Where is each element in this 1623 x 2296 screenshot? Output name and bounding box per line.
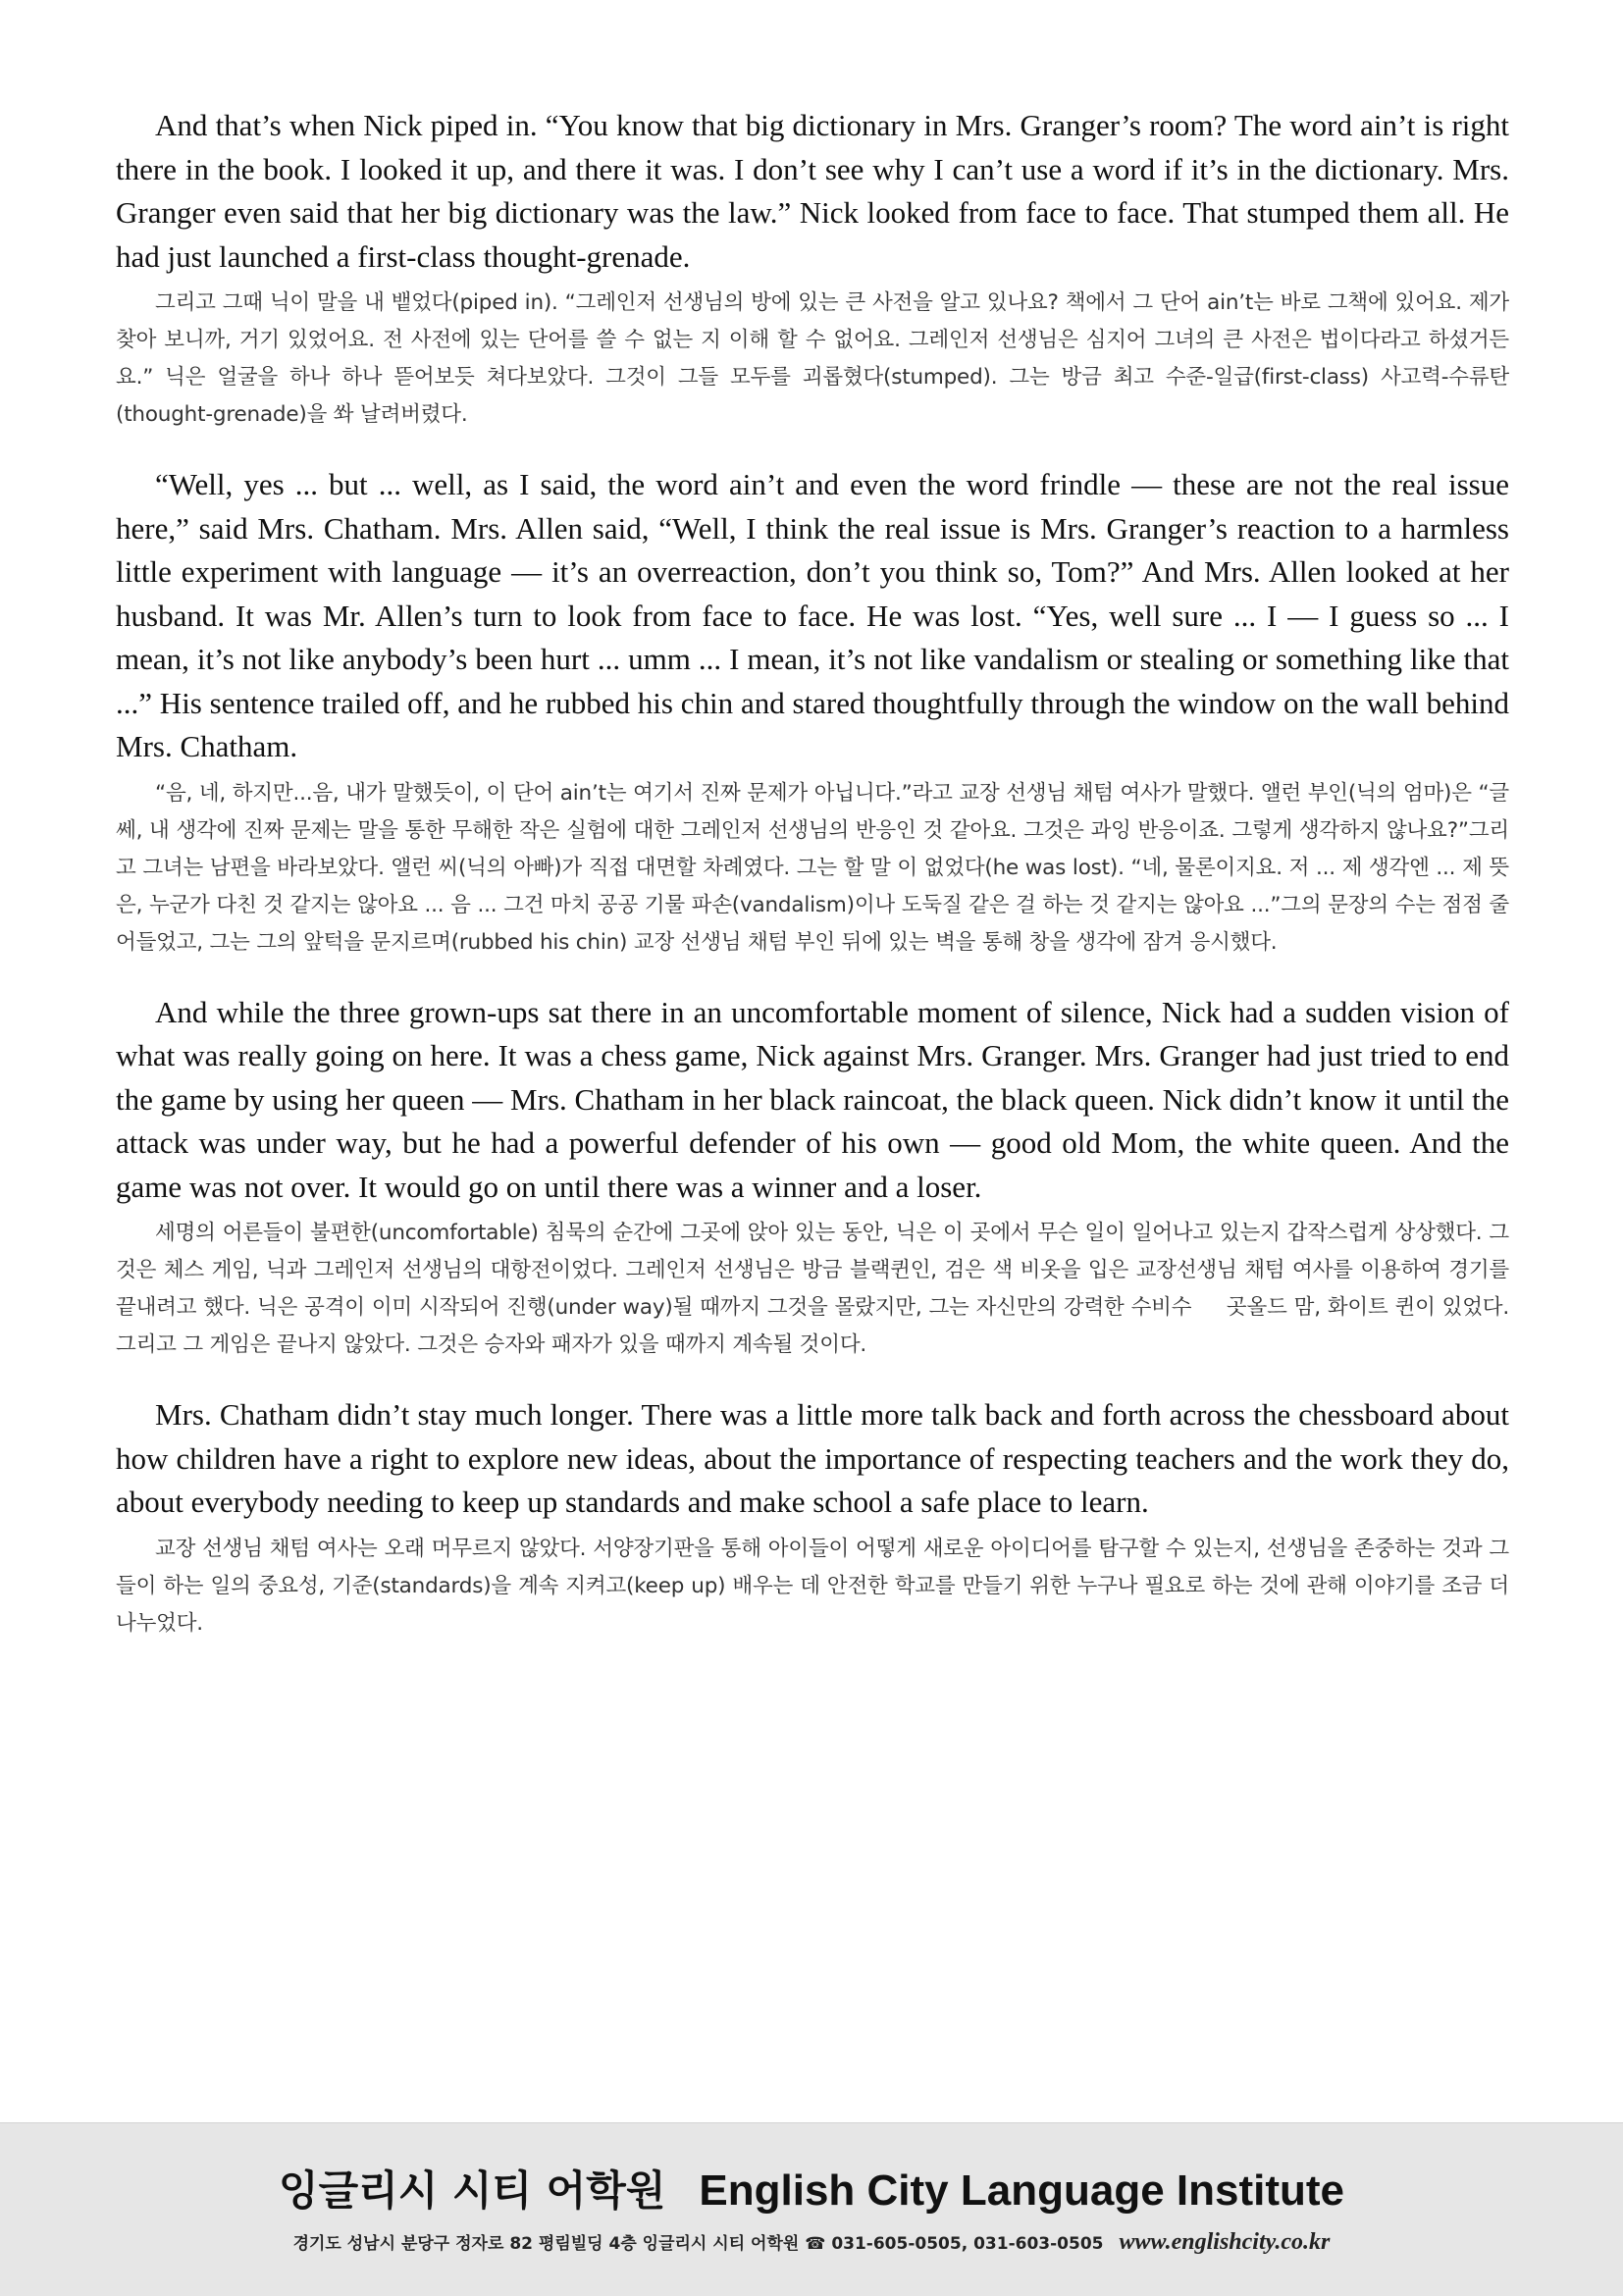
- institute-name: [0, 2159, 1623, 2218]
- korean-translation: 세명의 어른들이 불편한(uncomfortable) 침묵의 순간에 그곳에 앉아 있는 동안, 닉은 이 곳에서 무슨 일이 일어나고 있는지 갑작스럽게 상상했다. 그것은 체스 게임, 닉과 그레인저 선생님의 대항전이었다. 그레인저 선생님은 방금 블랙퀸인, 검은 색 비옷을 입은 교장선생님 채텀 여사를 이용하여 경기를 끝내려고 했다. 닉은 공격이 이미 시작되어 진행(under way)될 때까지 그것을 몰랐지만, 그는 자신만의 강력한 수비수 곳올드 맘, 화이트 퀸이 있었다. 그리고 그 게임은 끝나지 않았다. 그것은 승자와 패자가 있을 때까지 계속될 것이다.: [116, 1221, 1509, 1357]
- paragraph-block: [116, 1393, 1509, 1643]
- paragraph-block: [116, 463, 1509, 962]
- korean-translation: 교장 선생님 채텀 여사는 오래 머무르지 않았다. 서양장기판을 통해 아이들이 어떻게 새로운 아이디어를 탐구할 수 있는지, 선생님을 존중하는 것과 그들이 하는 일의 중요성, 기준(standards)을 계속 지켜고(keep up) 배우는 데 안전한 학교를 만들기 위한 누구나 필요로 하는 것에 관해 이야기를 조금 더 나누었다.: [116, 1536, 1509, 1636]
- institute-korean-name: 잉글리시 시티 어학원: [279, 2166, 666, 2215]
- paragraph-block: [116, 991, 1509, 1365]
- institute-english-name: English City Language Institute: [699, 2166, 1344, 2215]
- english-paragraph: Mrs. Chatham didn’t stay much longer. There was a little more talk back and forth across the chessboard about how children have a right to explore new ideas, about the importance of respecting teachers and the work they do, about everybody needing to keep up standards and make school a safe place to learn.: [116, 1397, 1509, 1519]
- english-paragraph: And that’s when Nick piped in. “You know that big dictionary in Mrs. Granger’s room? The word ain’t is right there in the book. I looked it up, and there it was. I don’t see why I can’t use a word if it’s in the dictionary. Mrs. Granger even said that her big dictionary was the law.” Nick looked from face to face. That stumped them all. He had just launched a first-class thought-grenade.: [116, 108, 1509, 274]
- institute-contact: [0, 2229, 1623, 2256]
- korean-translation: 그리고 그때 닉이 말을 내 뱉었다(piped in). “그레인저 선생님의 방에 있는 큰 사전을 알고 있나요? 책에서 그 단어 ain’t는 바로 그책에 있어요. 제가 찾아 보니까, 거기 있었어요. 전 사전에 있는 단어를 쓸 수 없는 지 이해 할 수 없어요. 그레인저 선생님은 심지어 그녀의 큰 사전은 법이다라고 하셨거든요.” 닉은 얼굴을 하나 하나 뜯어보듯 쳐다보았다. 그것이 그들 모두를 괴롭혔다(stumped). 그는 방금 최고 수준-일급(first-class) 사고력-수류탄(thought-grenade)을 쏴 날려버렸다.: [116, 290, 1509, 427]
- institute-footer: [0, 2122, 1623, 2296]
- english-paragraph: And while the three grown-ups sat there in an uncomfortable moment of silence, Nick had a sudden vision of what was really going on here. It was a chess game, Nick against Mrs. Granger. Mrs. Granger had just tried to end the game by using her queen — Mrs. Chatham in her black raincoat, the black queen. Nick didn’t know it until the attack was under way, but he had a powerful defender of his own — good old Mom, the white queen. And the game was not over. It would go on until there was a winner and a loser.: [116, 994, 1509, 1204]
- english-paragraph: “Well, yes ... but ... well, as I said, the word ain’t and even the word frindle — these are not the real issue here,” said Mrs. Chatham. Mrs. Allen said, “Well, I think the real issue is Mrs. Granger’s reaction to a harmless little experiment with language — it’s an overreaction, don’t you think so, Tom?” And Mrs. Allen looked at her husband. It was Mr. Allen’s turn to look from face to face. He was lost. “Yes, well sure ... I — I guess so ... I mean, it’s not like anybody’s been hurt ... umm ... I mean, it’s not like vandalism or stealing or something like that ...” His sentence trailed off, and he rubbed his chin and stared thoughtfully through the window on the wall behind Mrs. Chatham.: [116, 467, 1509, 763]
- website-link[interactable]: www.englishcity.co.kr: [1119, 2229, 1331, 2255]
- institute-address: 경기도 성남시 분당구 정자로 82 평림빌딩 4층 잉글리시 시티 어학원 ☎ 031-605-0505, 031-603-0505: [292, 2234, 1104, 2254]
- paragraph-block: [116, 104, 1509, 434]
- korean-translation: “음, 네, 하지만...음, 내가 말했듯이, 이 단어 ain’t는 여기서 진짜 문제가 아닙니다.”라고 교장 선생님 채텀 여사가 말했다. 앨런 부인(닉의 엄마)은 “글쎄, 내 생각에 진짜 문제는 말을 통한 무해한 작은 실험에 대한 그레인저 선생님의 반응인 것 같아요. 그것은 과잉 반응이죠. 그렇게 생각하지 않나요?”그리고 그녀는 남편을 바라보았다. 앨런 씨(닉의 아빠)가 직접 대면할 차례였다. 그는 할 말 이 없었다(he was lost). “네, 물론이지요. 저 ... 제 생각엔 ... 제 뜻은, 누군가 다친 것 같지는 않아요 ... 음 ... 그건 마치 공공 기물 파손(vandalism)이나 도둑질 같은 걸 하는 것 같지는 않아요 ...”그의 문장의 수는 점점 줄어들었고, 그는 그의 앞턱을 문지르며(rubbed his chin) 교장 선생님 채텀 부인 뒤에 있는 벽을 통해 창을 생각에 잠겨 응시했다.: [116, 780, 1509, 955]
- reading-content: [116, 104, 1509, 1672]
